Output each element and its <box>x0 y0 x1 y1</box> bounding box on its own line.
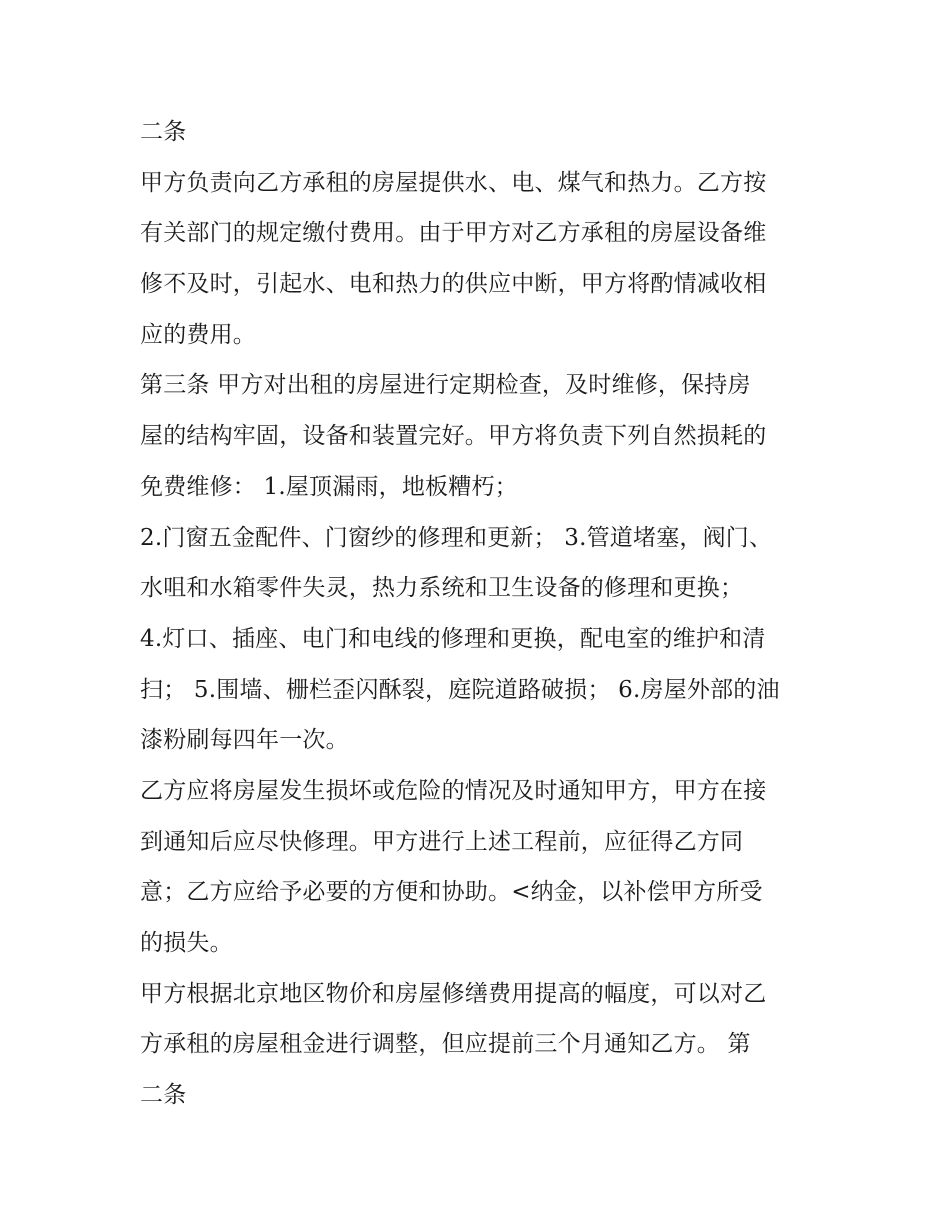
text-line: 甲方根据北京地区物价和房屋修缮费用提高的幅度，可以对乙 <box>140 980 767 1007</box>
text-line: 乙方应将房屋发生损坏或危险的情况及时通知甲方，甲方在接 <box>140 777 767 804</box>
text-line: 到通知后应尽快修理。甲方进行上述工程前，应征得乙方同 <box>140 828 744 855</box>
text-line: 的损失。 <box>140 930 233 956</box>
text-line: 有关部门的规定缴付费用。由于甲方对乙方承租的房屋设备维 <box>140 220 767 247</box>
text-line: 修不及时，引起水、电和热力的供应中断，甲方将酌情减收相 <box>140 271 767 298</box>
text-line: 第三条 甲方对出租的房屋进行定期检查，及时维修，保持房 <box>140 372 751 399</box>
text-line: 免费维修： 1.屋顶漏雨，地板糟朽； <box>140 473 518 500</box>
text-line: 屋的结构牢固，设备和装置完好。甲方将负责下列自然损耗的 <box>140 423 767 450</box>
text-line: 二条 <box>140 119 187 145</box>
document-body <box>140 107 820 1121</box>
text-line: 4.灯口、插座、电门和电线的修理和更换，配电室的维护和清 <box>140 625 766 652</box>
text-line: 方承租的房屋租金进行调整，但应提前三个月通知乙方。 第 <box>140 1031 751 1058</box>
text-line: 2.门窗五金配件、门窗纱的修理和更新； 3.管道堵塞，阀门、 <box>140 524 773 551</box>
text-line: 应的费用。 <box>140 321 256 348</box>
text-line: 意；乙方应给予必要的方便和协助。<纳金，以补偿甲方所受 <box>140 879 763 906</box>
text-line: 扫； 5.围墙、栅栏歪闪酥裂，庭院道路破损； 6.房屋外部的油 <box>140 676 780 703</box>
text-line: 漆粉刷每四年一次。 <box>140 727 349 754</box>
text-line: 水咀和水箱零件失灵，热力系统和卫生设备的修理和更换； <box>140 575 744 602</box>
text-line: 甲方负责向乙方承租的房屋提供水、电、煤气和热力。乙方按 <box>140 169 767 196</box>
text-line: 二条 <box>140 1082 187 1109</box>
